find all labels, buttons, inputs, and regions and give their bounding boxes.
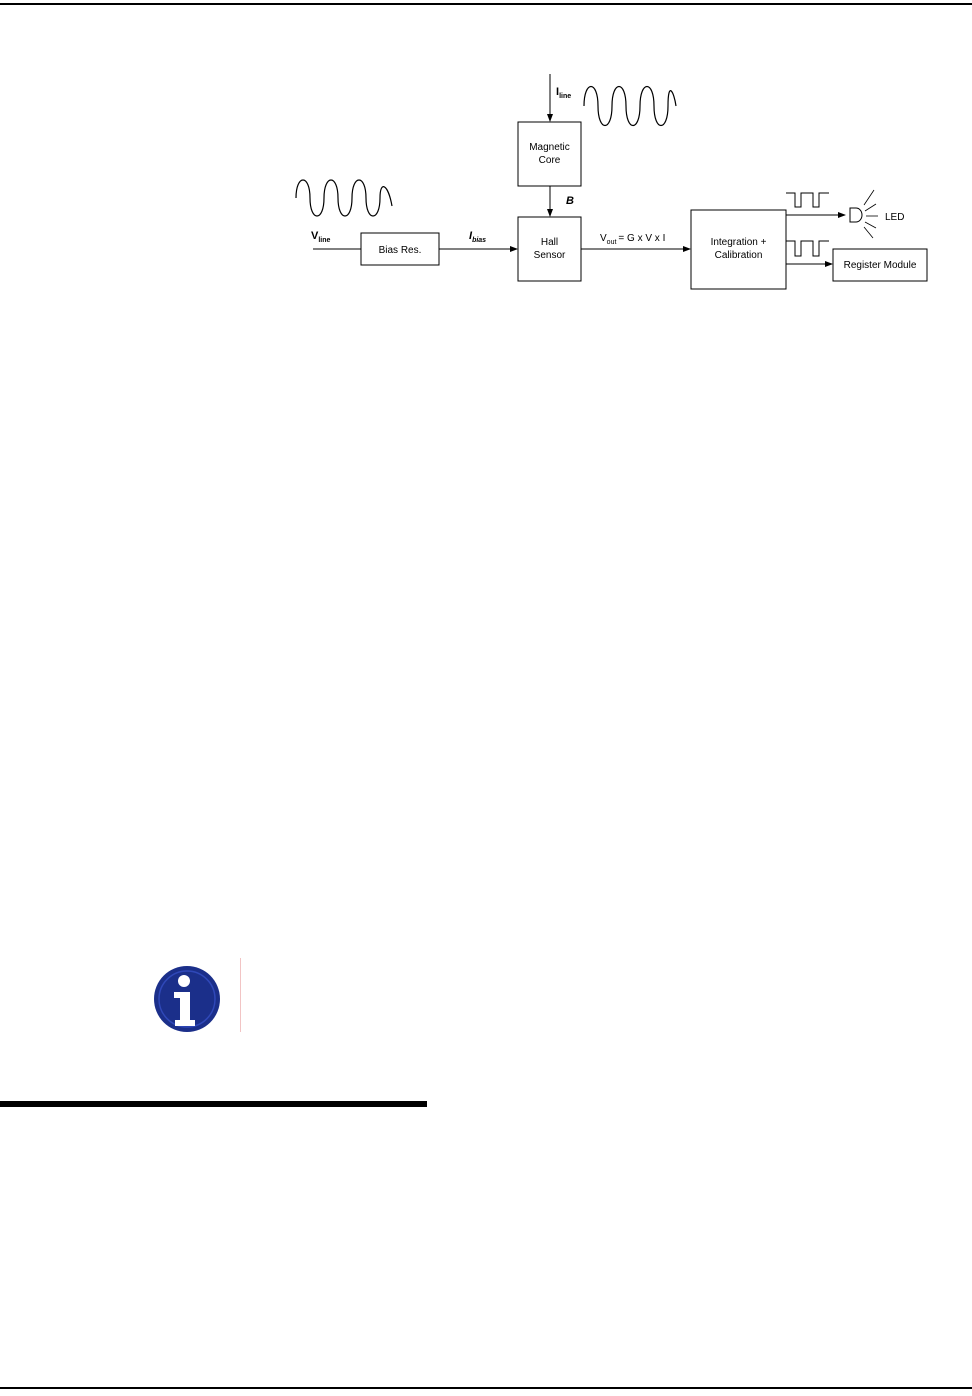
i-line-waveform <box>584 87 676 126</box>
v-line-waveform <box>296 180 392 216</box>
b-field-label: B <box>566 195 574 207</box>
led-label: LED <box>885 212 905 223</box>
led-light-rays <box>864 190 878 238</box>
i-bias-label: $I_{bias}$ <box>469 230 487 244</box>
v-line-label: $V_{line}$ <box>311 230 331 244</box>
i-line-label: $I_{line}$ <box>556 86 572 100</box>
bias-res-label: Bias Res. <box>378 245 422 256</box>
section-heading-bar <box>0 1101 427 1107</box>
hall-sensor-block <box>518 217 581 281</box>
hall-sensor-label-2: Sensor <box>533 250 566 261</box>
integration-label-1: Integration + <box>710 237 767 248</box>
magnetic-core-label-2: Core <box>538 155 561 166</box>
led-icon <box>850 208 862 222</box>
hall-sensor-label-1: Hall <box>540 237 559 248</box>
register-module-label: Register Module <box>843 260 917 271</box>
magnetic-core-label-1: Magnetic <box>529 142 570 153</box>
v-out-label: $V_{out} = G$ x V x I <box>600 233 666 246</box>
magnetic-core-block <box>518 122 581 186</box>
register-pulse-train <box>786 241 829 256</box>
led-pulse-train <box>786 193 829 207</box>
info-icon <box>152 964 222 1034</box>
note-divider <box>240 958 241 1032</box>
block-diagram <box>0 0 972 320</box>
integration-label-2: Calibration <box>714 250 763 261</box>
bottom-rule <box>0 1387 972 1389</box>
